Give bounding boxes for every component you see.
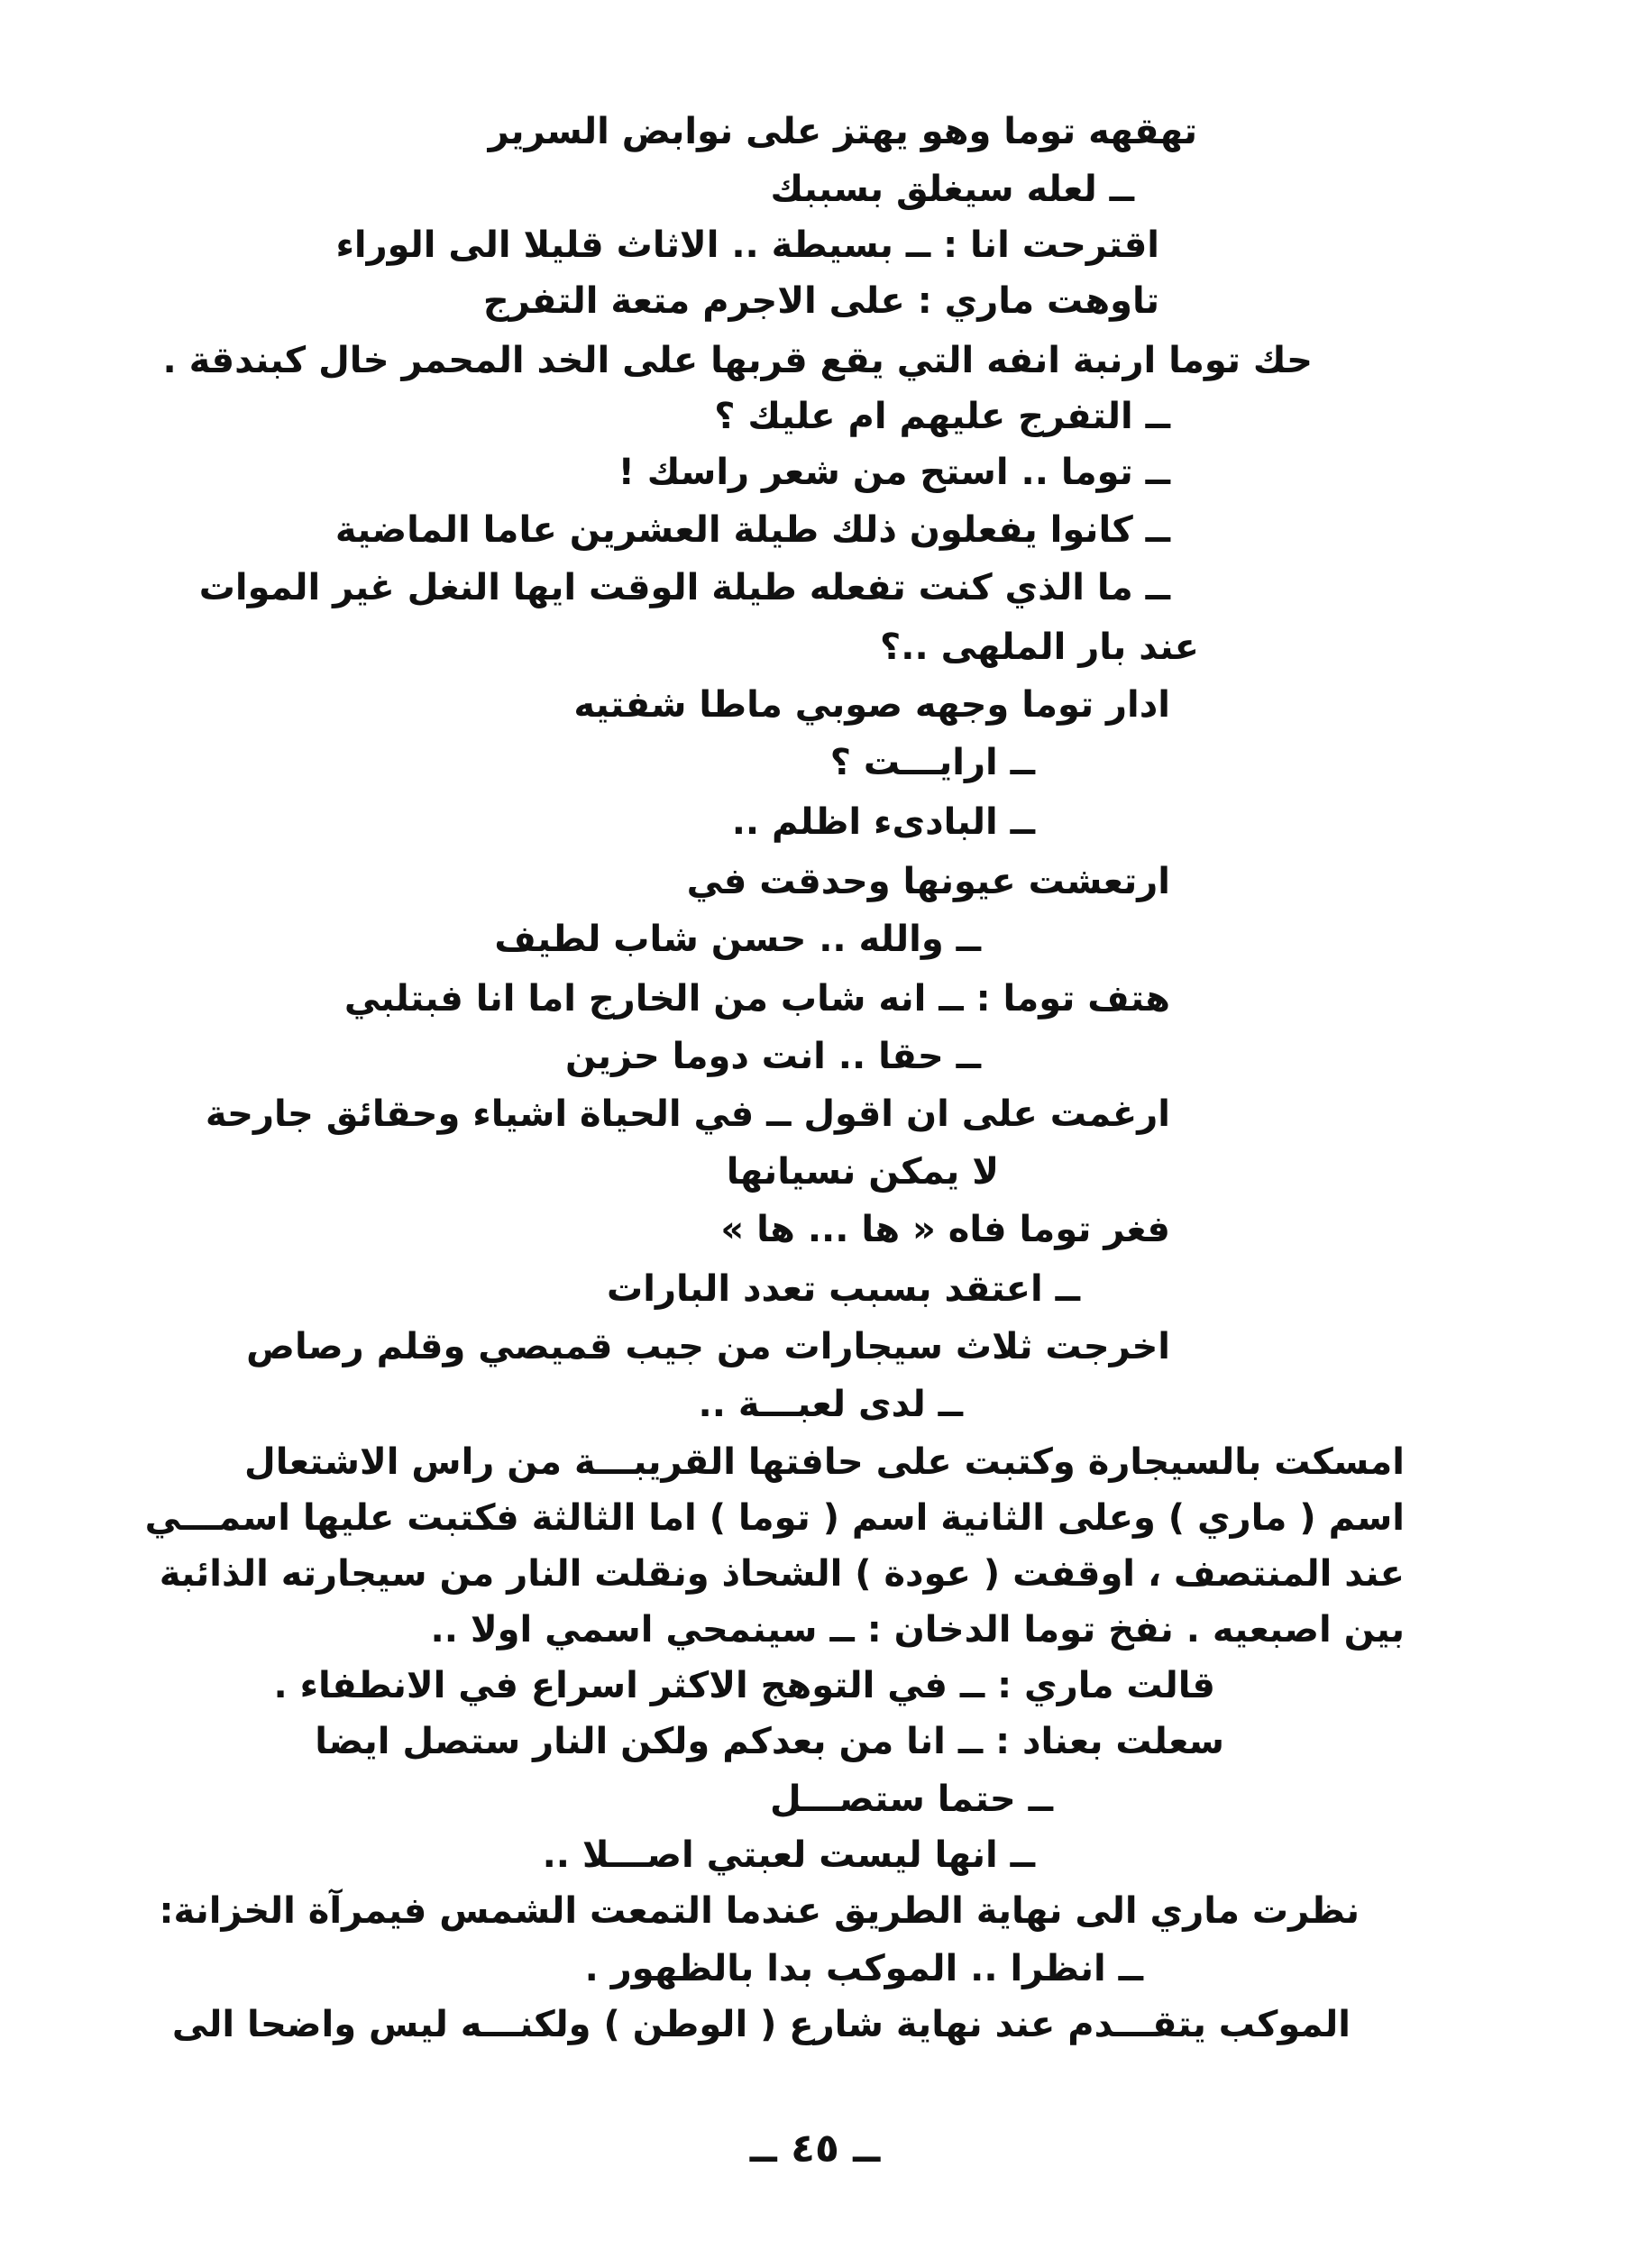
page-number: ــ ٤٥ ــ: [749, 2126, 881, 2172]
text-line: بين اصبعيه . نفخ توما الدخان : ــ سينمحي اسمي اولا ..: [430, 1609, 1405, 1651]
text-line: ــ التفرج عليهم ام عليك ؟: [714, 396, 1170, 437]
text-line: حك توما ارنبة انفه التي يقع قربها على الخد المحمر خال كبندقة .: [162, 340, 1313, 381]
text-line: ــ البادىء اظلم ..: [731, 801, 1035, 843]
text-line: سعلت بعناد : ــ انا من بعدكم ولكن النار ستصل ايضا: [315, 1721, 1224, 1762]
text-line: اسم ( ماري ) وعلى الثانية اسم ( توما ) اما الثالثة فكتبت عليها اسمـــي: [144, 1497, 1405, 1539]
text-line: عند بار الملهى ..؟: [880, 626, 1199, 668]
text-line: الموكب يتقـــدم عند نهاية شارع ( الوطن ) ولكنـــه ليس واضحا الى: [171, 2004, 1351, 2045]
text-line: اقترحت انا : ــ بسيطة .. الاثاث قليلا الى الوراء: [335, 224, 1159, 266]
text-line: ــ حقا .. انت دوما حزين: [565, 1036, 981, 1077]
text-line: ــ كانوا يفعلون ذلك طيلة العشرين عاما الماضية: [334, 509, 1170, 551]
text-line: ــ انها ليست لعبتي اصـــلا ..: [542, 1834, 1035, 1876]
text-line: ــ ارايـــت ؟: [829, 742, 1035, 783]
text-line: ــ توما .. استح من شعر راسك !: [618, 452, 1170, 493]
text-line: ــ انظرا .. الموكب بدا بالظهور .: [584, 1948, 1143, 1989]
text-line: ــ ما الذي كنت تفعله طيلة الوقت ايها النغل غير الموات: [198, 567, 1170, 608]
text-line: ــ حتما ستصـــل: [770, 1779, 1053, 1820]
text-line: ادار توما وجهه صوبي ماطا شفتيه: [573, 684, 1170, 726]
text-line: ارغمت على ان اقول ــ في الحياة اشياء وحقائق جارحة: [205, 1093, 1170, 1135]
text-line: ــ لدى لعبـــة ..: [698, 1384, 963, 1425]
text-line: هتف توما : ــ انه شاب من الخارج اما انا فبتلبي: [343, 978, 1170, 1020]
text-line: ارتعشت عيونها وحدقت في: [686, 861, 1170, 902]
text-line: فغر توما فاه « ها ... ها »: [720, 1209, 1170, 1250]
text-line: ــ اعتقد بسبب تعدد البارات: [607, 1268, 1080, 1310]
text-line: نظرت ماري الى نهاية الطريق عندما التمعت الشمس فيمرآة الخزانة:: [159, 1890, 1360, 1932]
text-line: تاوهت ماري : على الاجرم متعة التفرج: [482, 280, 1159, 322]
text-line: تهقهه توما وهو يهتز على نوابض السرير: [488, 111, 1197, 152]
text-line: امسكت بالسيجارة وكتبت على حافتها القريبـــة من راس الاشتعال: [244, 1441, 1405, 1483]
text-line: قالت ماري : ــ في التوهج الاكثر اسراع في الانطفاء .: [273, 1665, 1215, 1706]
text-line: عند المنتصف ، اوقفت ( عودة ) الشحاذ ونقلت النار من سيجارته الذائبة: [159, 1553, 1405, 1595]
text-line: ــ لعله سيغلق بسببك: [770, 169, 1134, 210]
text-line: ــ والله .. حسن شاب لطيف: [494, 919, 981, 960]
text-line: لا يمكن نسيانها: [726, 1151, 999, 1193]
text-line: اخرجت ثلاث سيجارات من جيب قميصي وقلم رصاص: [246, 1326, 1170, 1367]
